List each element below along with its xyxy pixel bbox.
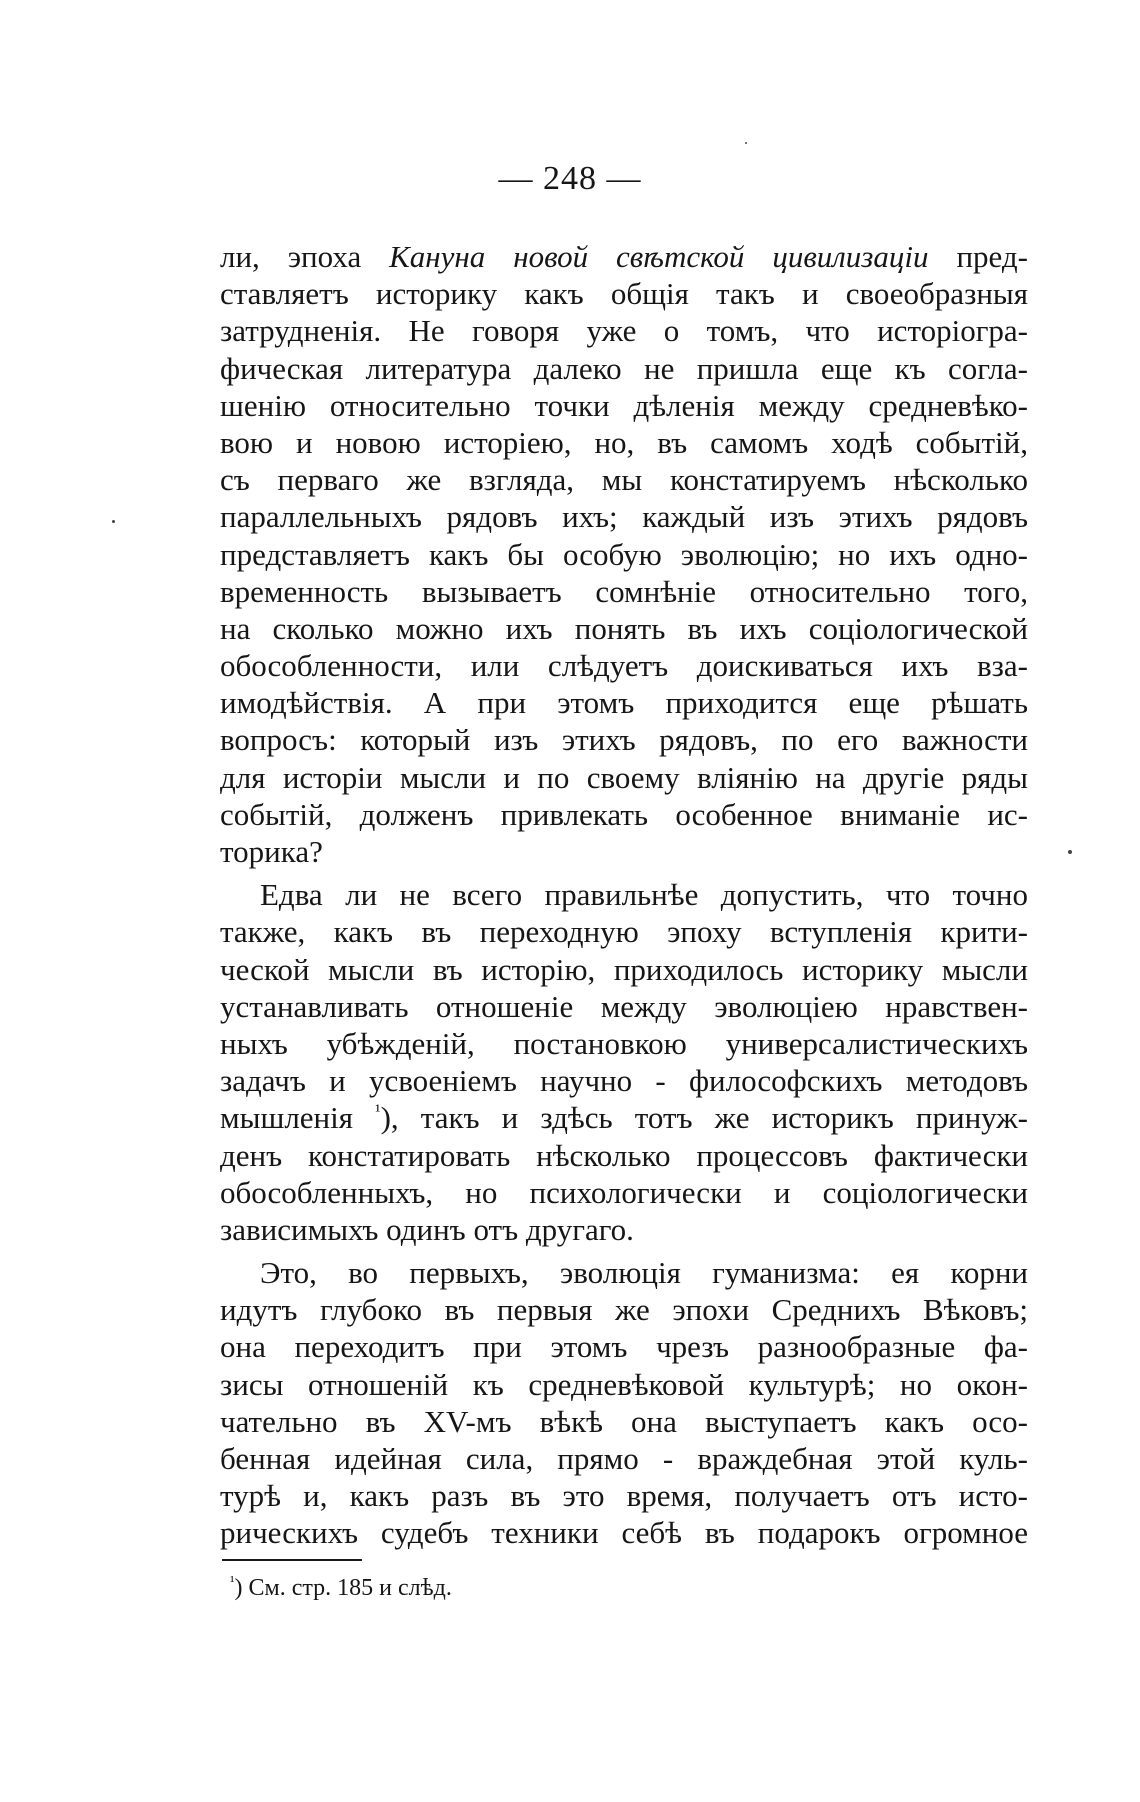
text-fragment: мышленія bbox=[220, 1100, 376, 1136]
text-line: временность вызываетъ сомнѣніе относительно того, bbox=[220, 573, 1028, 609]
text-line: фическая литература далеко не пришла еще къ согла- bbox=[220, 350, 1028, 386]
scan-speck bbox=[745, 142, 747, 144]
text-line: Это, во первыхъ, эволюція гуманизма: ея корни bbox=[260, 1255, 1028, 1291]
scan-speck bbox=[112, 520, 115, 523]
text-line bbox=[220, 238, 1028, 275]
text-line: обособленности, или слѣдуетъ доискиваться ихъ вза- bbox=[220, 648, 1028, 684]
text-line: зисы отношеній къ средневѣковой культурѣ; но окон- bbox=[220, 1366, 1028, 1402]
text-line: идутъ глубоко въ первыя же эпохи Среднихъ Вѣковъ; bbox=[220, 1292, 1028, 1328]
text-line: также, какъ въ переходную эпоху вступленія крити- bbox=[220, 914, 1028, 950]
page-number: — 248 — bbox=[498, 160, 642, 197]
text-line: для исторіи мысли и по своему вліянію на другіе ряды bbox=[220, 759, 1028, 795]
text-line: представляетъ какъ бы особую эволюцію; но ихъ одно- bbox=[220, 536, 1028, 572]
text-fragment: ), такъ и здѣсь тотъ же историкъ принуж- bbox=[380, 1100, 1028, 1136]
text-line: торика? bbox=[220, 834, 323, 869]
text-line: бенная идейная сила, прямо - враждебная этой куль- bbox=[220, 1441, 1028, 1476]
text-fragment: ли, эпоха bbox=[220, 239, 390, 274]
text-line: обособленныхъ, но психологически и соціологически bbox=[220, 1174, 1028, 1210]
text-line: турѣ и, какъ разъ въ это время, получаетъ отъ исто- bbox=[220, 1478, 1028, 1514]
text-line: ческой мысли въ исторію, приходилось историку мысли bbox=[220, 951, 1028, 987]
scan-speck bbox=[1068, 850, 1072, 854]
text-line: событій, долженъ привлекать особенное вниманіе ис- bbox=[220, 796, 1028, 832]
text-line: съ перваго же взгляда, мы констатируемъ нѣсколько bbox=[220, 462, 1028, 498]
main-text bbox=[220, 238, 1028, 1552]
text-line bbox=[220, 1099, 1028, 1136]
text-fragment: пред- bbox=[928, 239, 1028, 274]
text-line: задачъ и усвоеніемъ научно - философскихъ методовъ bbox=[220, 1063, 1028, 1099]
text-line: на сколько можно ихъ понять въ ихъ соціологической bbox=[220, 610, 1028, 646]
footnote-text: ) См. стр. 185 и слѣд. bbox=[234, 1575, 452, 1601]
footnote-divider bbox=[222, 1559, 362, 1561]
footnote-mark: ¹ bbox=[230, 1574, 235, 1590]
text-line: она переходитъ при этомъ чрезъ разнообразные фа- bbox=[220, 1329, 1028, 1365]
text-line: параллельныхъ рядовъ ихъ; каждый изъ этихъ рядовъ bbox=[220, 499, 1028, 535]
text-line: Едва ли не всего правильнѣе допустить, что точно bbox=[260, 877, 1028, 913]
text-line: устанавливать отношеніе между эволюціею нравствен- bbox=[220, 988, 1028, 1024]
text-line: рическихъ судебъ техники себѣ въ подарокъ огромное bbox=[220, 1515, 1028, 1551]
text-line: вопросъ: который изъ этихъ рядовъ, по его важности bbox=[220, 722, 1028, 758]
footnote-reference: ¹ bbox=[375, 1100, 381, 1121]
text-line: ставляетъ историку какъ общія такъ и своеобразныя bbox=[220, 276, 1028, 312]
text-line: денъ констатировать нѣсколько процессовъ фактически bbox=[220, 1137, 1028, 1173]
italic-phrase: Кануна новой свѣтской цивилизаціи bbox=[389, 239, 929, 274]
footnote bbox=[230, 1572, 452, 1604]
text-line: вою и новою исторіею, но, въ самомъ ходѣ событій, bbox=[220, 424, 1028, 460]
text-line: ныхъ убѣжденій, постановкою универсалистическихъ bbox=[220, 1025, 1028, 1061]
text-line: чательно въ XV-мъ вѣкѣ она выступаетъ какъ осо- bbox=[220, 1403, 1028, 1439]
text-line: имодѣйствія. А при этомъ приходится еще рѣшать bbox=[220, 685, 1028, 721]
text-line: шенію относительно точки дѣленія между средневѣко- bbox=[220, 387, 1028, 423]
text-line: затрудненія. Не говоря уже о томъ, что исторіогра- bbox=[220, 313, 1028, 349]
text-line: зависимыхъ одинъ отъ другаго. bbox=[220, 1211, 634, 1247]
